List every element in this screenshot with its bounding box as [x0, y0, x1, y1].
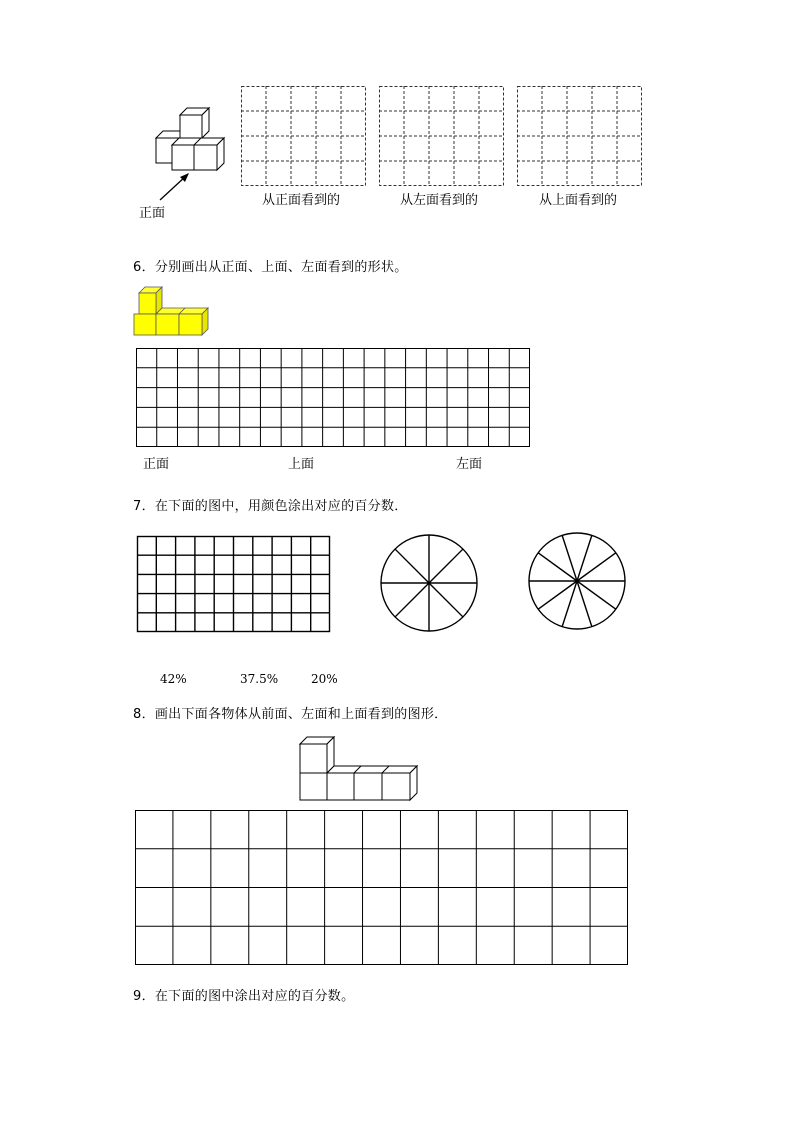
percent-grid-10x5[interactable] — [137, 536, 330, 632]
question-8 — [133, 703, 447, 722]
slice-line — [577, 581, 592, 627]
slice-line — [395, 583, 429, 617]
dashed-grid-left — [379, 86, 504, 186]
drawing-grid-q8[interactable] — [135, 810, 628, 965]
arrow-icon — [158, 172, 192, 202]
dashed-grid-front — [241, 86, 366, 186]
circle-8-slices[interactable] — [379, 533, 479, 633]
caption-top-view: 从上面看到的 — [539, 193, 618, 208]
question-number: 6． — [133, 260, 155, 275]
percent-label-37-5: 37.5% — [240, 672, 279, 686]
percent-label-42: 42% — [160, 672, 187, 686]
label-top: 上面 — [288, 457, 315, 472]
grid-border — [137, 349, 530, 447]
circle-10-slices[interactable] — [527, 531, 627, 631]
caption-front-view: 从正面看到的 — [262, 193, 341, 208]
slice-line — [395, 549, 429, 583]
label-front: 正面 — [143, 457, 170, 472]
question-text: 在下面的图中涂出对应的百分数。 — [154, 989, 355, 1004]
question-number: 9． — [133, 989, 155, 1004]
slice-line — [538, 553, 577, 581]
cube-figure-q5 — [150, 100, 235, 180]
percent-label-20: 20% — [311, 672, 338, 686]
yellow-cube-figure — [133, 286, 209, 336]
slice-line — [577, 553, 616, 581]
front-label: 正面 — [139, 206, 166, 221]
caption-left-view: 从左面看到的 — [400, 193, 479, 208]
slice-line — [429, 549, 463, 583]
question-number: 7． — [133, 499, 155, 514]
question-text: 分别画出从正面、上面、左面看到的形状。 — [154, 260, 408, 275]
slice-line — [577, 581, 616, 609]
cube-figure-q8 — [298, 735, 420, 803]
drawing-grid-q6[interactable] — [136, 348, 530, 447]
question-text: 画出下面各物体从前面、左面和上面看到的图形． — [154, 707, 448, 722]
question-7 — [133, 495, 408, 514]
slice-line — [562, 535, 577, 581]
slice-line — [562, 581, 577, 627]
dashed-grid-top — [517, 86, 642, 186]
question-6 — [133, 256, 408, 275]
question-9 — [133, 985, 354, 1004]
question-text: 在下面的图中，用颜色涂出对应的百分数． — [154, 499, 408, 514]
slice-line — [577, 535, 592, 581]
question-number: 8． — [133, 707, 155, 722]
slice-line — [538, 581, 577, 609]
label-left: 左面 — [456, 457, 483, 472]
slice-line — [429, 583, 463, 617]
